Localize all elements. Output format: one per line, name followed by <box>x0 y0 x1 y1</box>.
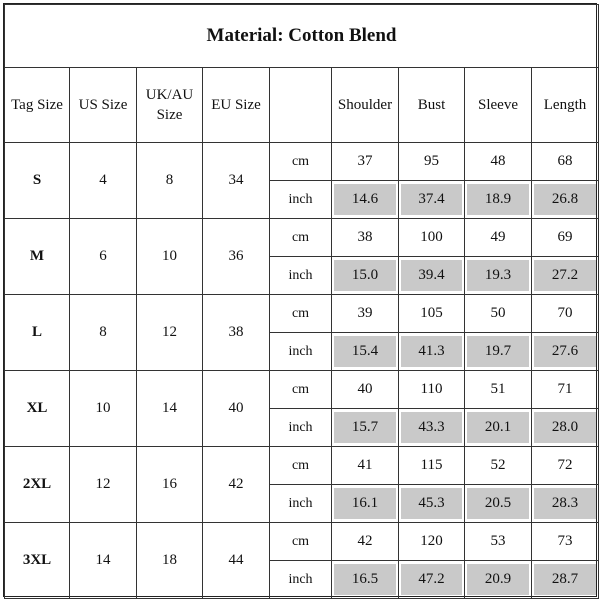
unit-label-inch: inch <box>270 333 332 371</box>
length-cm-cell <box>532 143 599 181</box>
tag-size-cell: XL <box>5 371 70 447</box>
uk-au-size-cell: 8 <box>137 143 203 219</box>
length-cm-cell <box>532 371 599 409</box>
bust-cm-cell <box>399 143 465 181</box>
shoulder-inch-value: 14.6 <box>334 184 396 215</box>
bust-cm-cell <box>399 219 465 257</box>
unit-label-cm: cm <box>270 143 332 181</box>
length-inch-cell <box>532 257 599 295</box>
shoulder-cm-cell <box>332 371 399 409</box>
sleeve-cm-cell <box>465 523 532 561</box>
shoulder-inch-value: 16.5 <box>334 564 396 595</box>
sleeve-cm-cell <box>465 371 532 409</box>
length-cm-value: 70 <box>557 305 573 321</box>
table-row <box>5 523 599 561</box>
unit-label-inch: inch <box>270 257 332 295</box>
bust-cm-value: 115 <box>420 457 443 473</box>
header-sleeve: Sleeve <box>465 68 532 143</box>
length-cm-cell <box>532 447 599 485</box>
length-inch-value: 28.7 <box>534 564 596 595</box>
bust-inch-value: 45.3 <box>401 488 462 519</box>
us-size-cell: 10 <box>70 371 137 447</box>
sleeve-inch-cell <box>465 333 532 371</box>
shoulder-inch-value: 15.7 <box>334 412 396 443</box>
bust-cm-value: 110 <box>420 381 443 397</box>
shoulder-cm-value: 41 <box>357 457 373 473</box>
shoulder-cm-value: 42 <box>357 533 373 549</box>
size-chart <box>3 3 597 597</box>
shoulder-inch-cell <box>332 333 399 371</box>
sleeve-inch-value: 18.9 <box>467 184 529 215</box>
shoulder-cm-value: 40 <box>357 381 373 397</box>
tag-size-cell: L <box>5 295 70 371</box>
uk-au-size-cell: 10 <box>137 219 203 295</box>
length-cm-value: 71 <box>557 381 573 397</box>
length-inch-value: 28.3 <box>534 488 596 519</box>
unit-label-cm: cm <box>270 371 332 409</box>
unit-label-inch: inch <box>270 409 332 447</box>
uk-au-size-cell: 16 <box>137 447 203 523</box>
eu-size-cell: 44 <box>203 523 270 599</box>
table-row <box>5 219 599 257</box>
unit-label-cm: cm <box>270 295 332 333</box>
bust-cm-value: 95 <box>424 153 439 169</box>
sleeve-inch-cell <box>465 181 532 219</box>
bust-cm-value: 120 <box>420 533 443 549</box>
eu-size-cell: 42 <box>203 447 270 523</box>
unit-label-cm: cm <box>270 523 332 561</box>
sleeve-cm-value: 48 <box>490 153 506 169</box>
bust-cm-cell <box>399 447 465 485</box>
shoulder-cm-cell <box>332 219 399 257</box>
shoulder-inch-cell <box>332 485 399 523</box>
shoulder-cm-cell <box>332 523 399 561</box>
shoulder-cm-cell <box>332 143 399 181</box>
shoulder-inch-value: 15.4 <box>334 336 396 367</box>
bust-inch-value: 47.2 <box>401 564 462 595</box>
bust-cm-cell <box>399 371 465 409</box>
unit-label-cm: cm <box>270 219 332 257</box>
shoulder-cm-cell <box>332 447 399 485</box>
length-cm-cell <box>532 219 599 257</box>
header-length: Length <box>532 68 599 143</box>
sleeve-cm-cell <box>465 295 532 333</box>
length-inch-cell <box>532 561 599 599</box>
shoulder-inch-cell <box>332 181 399 219</box>
length-inch-value: 28.0 <box>534 412 596 443</box>
unit-label-inch: inch <box>270 181 332 219</box>
sleeve-inch-cell <box>465 409 532 447</box>
bust-inch-cell <box>399 181 465 219</box>
bust-inch-cell <box>399 485 465 523</box>
shoulder-cm-value: 38 <box>357 229 373 245</box>
tag-size-cell: 2XL <box>5 447 70 523</box>
sleeve-inch-value: 19.3 <box>467 260 529 291</box>
length-inch-cell <box>532 485 599 523</box>
shoulder-cm-value: 37 <box>357 153 373 169</box>
shoulder-cm-value: 39 <box>357 305 373 321</box>
bust-cm-value: 100 <box>420 229 443 245</box>
sleeve-inch-value: 20.5 <box>467 488 529 519</box>
sleeve-inch-cell <box>465 257 532 295</box>
length-cm-value: 72 <box>557 457 573 473</box>
bust-inch-cell <box>399 333 465 371</box>
eu-size-cell: 38 <box>203 295 270 371</box>
table-row <box>5 371 599 409</box>
us-size-cell: 4 <box>70 143 137 219</box>
length-cm-cell <box>532 523 599 561</box>
length-cm-cell <box>532 295 599 333</box>
length-inch-value: 27.2 <box>534 260 596 291</box>
length-inch-cell <box>532 181 599 219</box>
table-row <box>5 295 599 333</box>
bust-inch-cell <box>399 561 465 599</box>
bust-cm-cell <box>399 295 465 333</box>
length-cm-value: 73 <box>557 533 573 549</box>
length-inch-cell <box>532 333 599 371</box>
sleeve-inch-value: 20.9 <box>467 564 529 595</box>
uk-au-size-cell: 18 <box>137 523 203 599</box>
sleeve-cm-value: 49 <box>490 229 506 245</box>
bust-inch-cell <box>399 409 465 447</box>
tag-size-cell: S <box>5 143 70 219</box>
header-eu-size: EU Size <box>203 68 270 143</box>
bust-inch-value: 39.4 <box>401 260 462 291</box>
tag-size-cell: M <box>5 219 70 295</box>
shoulder-inch-cell <box>332 561 399 599</box>
length-inch-cell <box>532 409 599 447</box>
us-size-cell: 6 <box>70 219 137 295</box>
sleeve-cm-cell <box>465 447 532 485</box>
sleeve-cm-value: 52 <box>490 457 506 473</box>
bust-inch-value: 41.3 <box>401 336 462 367</box>
shoulder-inch-value: 16.1 <box>334 488 396 519</box>
sleeve-inch-value: 20.1 <box>467 412 529 443</box>
shoulder-inch-cell <box>332 409 399 447</box>
size-table <box>4 4 599 599</box>
tag-size-cell: 3XL <box>5 523 70 599</box>
header-unit <box>270 68 332 143</box>
unit-label-inch: inch <box>270 485 332 523</box>
length-inch-value: 27.6 <box>534 336 596 367</box>
bust-cm-value: 105 <box>420 305 443 321</box>
bust-inch-value: 37.4 <box>401 184 462 215</box>
sleeve-cm-cell <box>465 219 532 257</box>
table-row <box>5 143 599 181</box>
header-tag-size: Tag Size <box>5 68 70 143</box>
shoulder-inch-value: 15.0 <box>334 260 396 291</box>
bust-inch-cell <box>399 257 465 295</box>
shoulder-cm-cell <box>332 295 399 333</box>
header-uk-au-size: UK/AU Size <box>137 68 203 143</box>
length-cm-value: 69 <box>557 229 573 245</box>
uk-au-size-cell: 12 <box>137 295 203 371</box>
length-inch-value: 26.8 <box>534 184 596 215</box>
unit-label-inch: inch <box>270 561 332 599</box>
table-row <box>5 447 599 485</box>
sleeve-cm-value: 50 <box>490 305 506 321</box>
sleeve-cm-value: 51 <box>490 381 506 397</box>
us-size-cell: 8 <box>70 295 137 371</box>
eu-size-cell: 36 <box>203 219 270 295</box>
uk-au-size-cell: 14 <box>137 371 203 447</box>
length-cm-value: 68 <box>557 153 573 169</box>
unit-label-cm: cm <box>270 447 332 485</box>
bust-inch-value: 43.3 <box>401 412 462 443</box>
eu-size-cell: 40 <box>203 371 270 447</box>
table-title: Material: Cotton Blend <box>5 5 599 68</box>
sleeve-cm-cell <box>465 143 532 181</box>
sleeve-inch-cell <box>465 561 532 599</box>
sleeve-inch-cell <box>465 485 532 523</box>
sleeve-cm-value: 53 <box>490 533 506 549</box>
header-us-size: US Size <box>70 68 137 143</box>
us-size-cell: 12 <box>70 447 137 523</box>
sleeve-inch-value: 19.7 <box>467 336 529 367</box>
eu-size-cell: 34 <box>203 143 270 219</box>
header-bust: Bust <box>399 68 465 143</box>
us-size-cell: 14 <box>70 523 137 599</box>
bust-cm-cell <box>399 523 465 561</box>
shoulder-inch-cell <box>332 257 399 295</box>
header-shoulder: Shoulder <box>332 68 399 143</box>
